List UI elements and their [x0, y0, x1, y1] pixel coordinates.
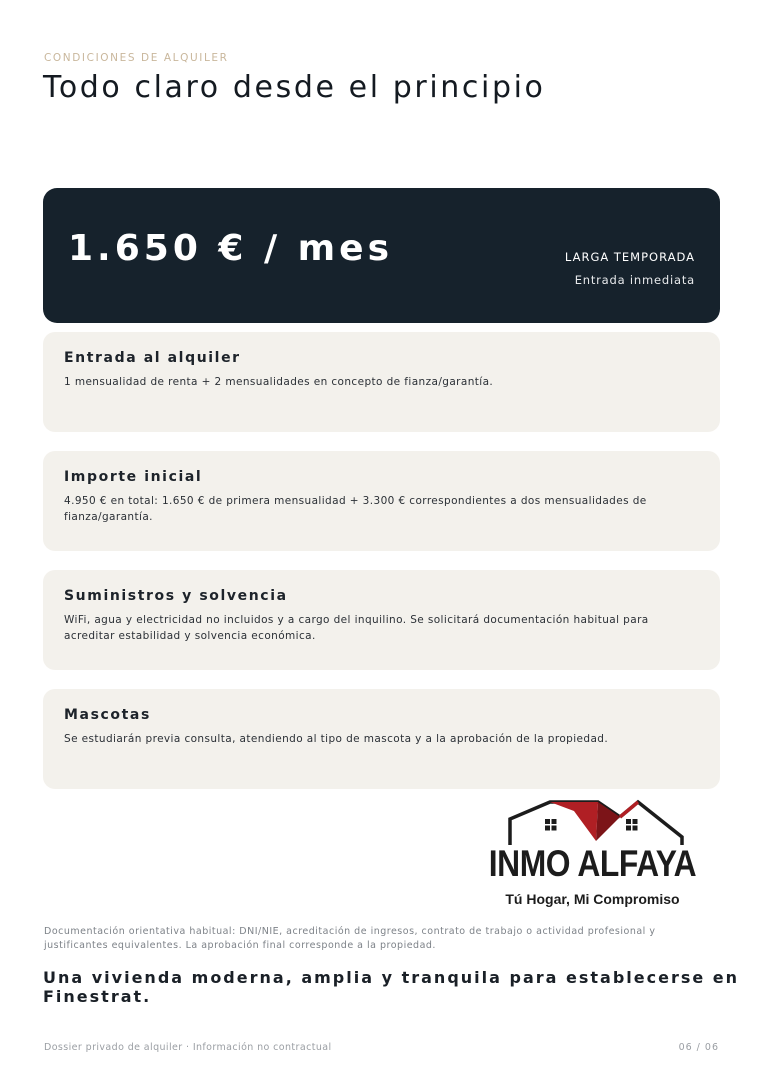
- condition-title: Importe inicial: [64, 469, 203, 485]
- company-logo: [470, 797, 715, 912]
- logo-tagline: Tú Hogar, Mi Compromiso: [505, 891, 680, 907]
- price-meta: [565, 250, 695, 287]
- condition-text: 4.950 € en total: 1.650 € de primera mensualidad + 3.300 € correspondientes a dos mensualidades de fianza/garantía.: [64, 495, 647, 523]
- availability: Entrada inmediata: [574, 273, 695, 287]
- price-card: [43, 188, 720, 323]
- rental-term: LARGA TEMPORADA: [564, 250, 695, 264]
- documentation-footnote: Documentación orientativa habitual: DNI/NIE, acreditación de ingresos, contrato de trabajo o actividad profesional y justificantes equivalentes. La aprobación final corresponde a la propiedad.: [44, 926, 656, 951]
- page-number: 06 / 06: [678, 1042, 719, 1053]
- house-roof-icon: [470, 797, 715, 849]
- eyebrow-label: CONDICIONES DE ALQUILER: [44, 52, 229, 64]
- footer-disclaimer: Dossier privado de alquiler · Información no contractual: [44, 1042, 332, 1053]
- condition-text: 1 mensualidad de renta + 2 mensualidades en concepto de fianza/garantía.: [64, 376, 494, 388]
- condition-title: Entrada al alquiler: [64, 350, 241, 366]
- logo-wordmark: INMO ALFAYA: [488, 843, 697, 884]
- condition-text: Se estudiarán previa consulta, atendiendo al tipo de mascota y a la aprobación de la propiedad.: [64, 733, 609, 745]
- condition-card-utilities: [43, 570, 720, 670]
- condition-card-initial-amount: [43, 451, 720, 551]
- closing-tagline: Una vivienda moderna, amplia y tranquila para establecerse en Finestrat.: [43, 968, 740, 1006]
- condition-text: WiFi, agua y electricidad no incluidos y a cargo del inquilino. Se solicitará documentación habitual para acreditar estabilidad y solvencia económica.: [64, 614, 649, 642]
- condition-card-entry: [43, 332, 720, 432]
- page-title: Todo claro desde el principio: [43, 70, 546, 105]
- condition-title: Suministros y solvencia: [64, 588, 288, 604]
- condition-title: Mascotas: [64, 707, 151, 723]
- condition-card-pets: [43, 689, 720, 789]
- price-amount: 1.650 € / mes: [68, 228, 394, 269]
